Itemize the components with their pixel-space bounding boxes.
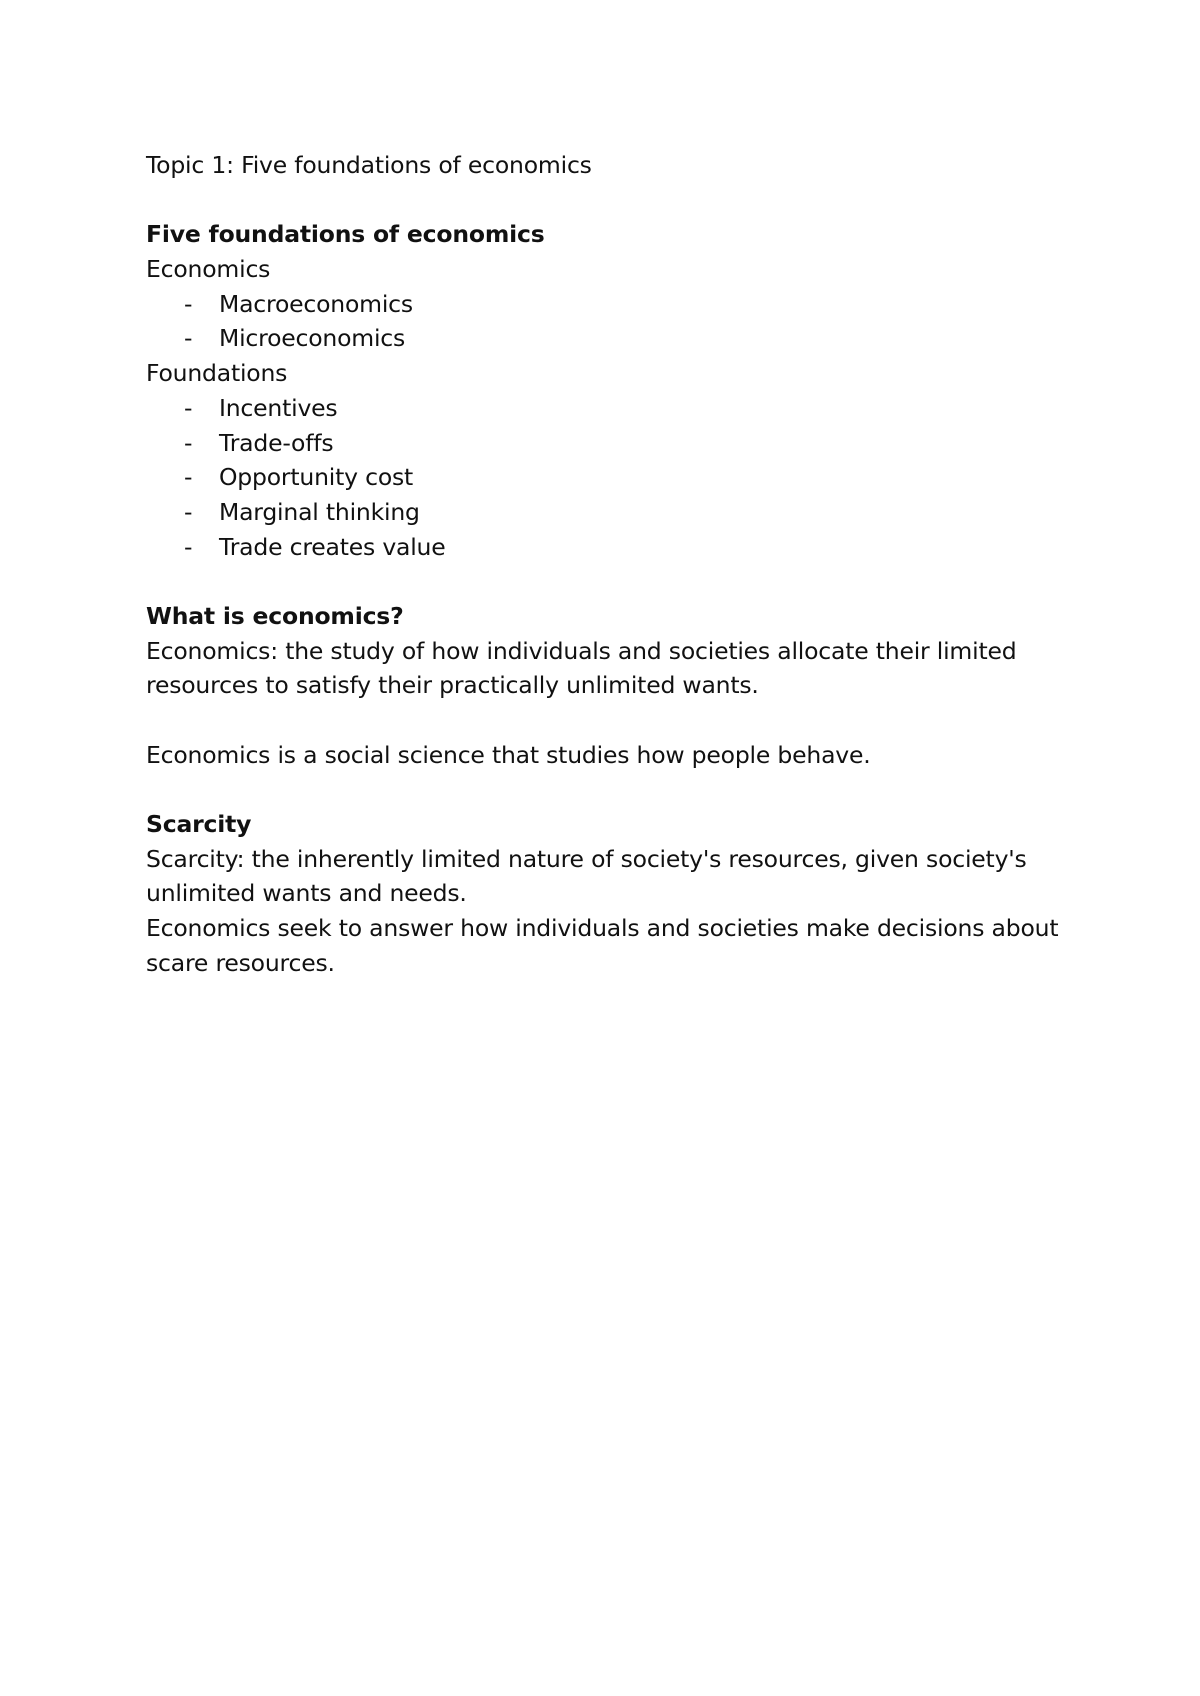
list-item-text: Microeconomics <box>219 324 406 353</box>
list-item-text: Marginal thinking <box>219 497 420 526</box>
list-item <box>146 530 1066 565</box>
bullet-marker: - <box>184 393 193 422</box>
list-item <box>146 460 1066 495</box>
paragraph-line: unlimited wants and needs. <box>146 879 467 908</box>
topic-title: Topic 1: Five foundations of economics <box>146 151 592 179</box>
blank-line <box>146 703 1066 738</box>
paragraph-line: Economics: the study of how individuals and societies allocate their limited <box>146 636 1017 665</box>
list-item-text: Trade creates value <box>219 532 446 561</box>
list-item-text: Incentives <box>219 393 338 422</box>
section-heading-scarcity: Scarcity <box>146 810 252 839</box>
list-item <box>146 426 1066 461</box>
bullet-marker: - <box>184 289 193 318</box>
section-heading-what-is-economics: What is economics? <box>146 601 404 630</box>
section-heading-foundations: Five foundations of economics <box>146 220 545 249</box>
bullet-marker: - <box>184 532 193 561</box>
blank-line <box>146 772 1066 807</box>
document-body <box>146 148 1066 981</box>
list-item-text: Trade-offs <box>219 428 334 457</box>
paragraph-line: Economics seek to answer how individuals and societies make decisions about <box>146 914 1059 943</box>
list-item-text: Opportunity cost <box>219 463 414 492</box>
group-label-economics: Economics <box>146 255 271 284</box>
bullet-marker: - <box>184 497 193 526</box>
list-item-text: Macroeconomics <box>219 289 413 318</box>
blank-line <box>146 183 1066 218</box>
paragraph-line: resources to satisfy their practically unlimited wants. <box>146 671 759 700</box>
paragraph-line: scare resources. <box>146 948 335 977</box>
bullet-marker: - <box>184 463 193 492</box>
paragraph-line: Scarcity: the inherently limited nature of society's resources, given society's <box>146 844 1027 873</box>
list-item <box>146 495 1066 530</box>
group-label-foundations: Foundations <box>146 359 288 388</box>
paragraph-line: Economics is a social science that studies how people behave. <box>146 740 871 769</box>
bullet-marker: - <box>184 324 193 353</box>
list-item <box>146 287 1066 322</box>
bullet-marker: - <box>184 428 193 457</box>
blank-line <box>146 564 1066 599</box>
list-item <box>146 321 1066 356</box>
list-item <box>146 391 1066 426</box>
